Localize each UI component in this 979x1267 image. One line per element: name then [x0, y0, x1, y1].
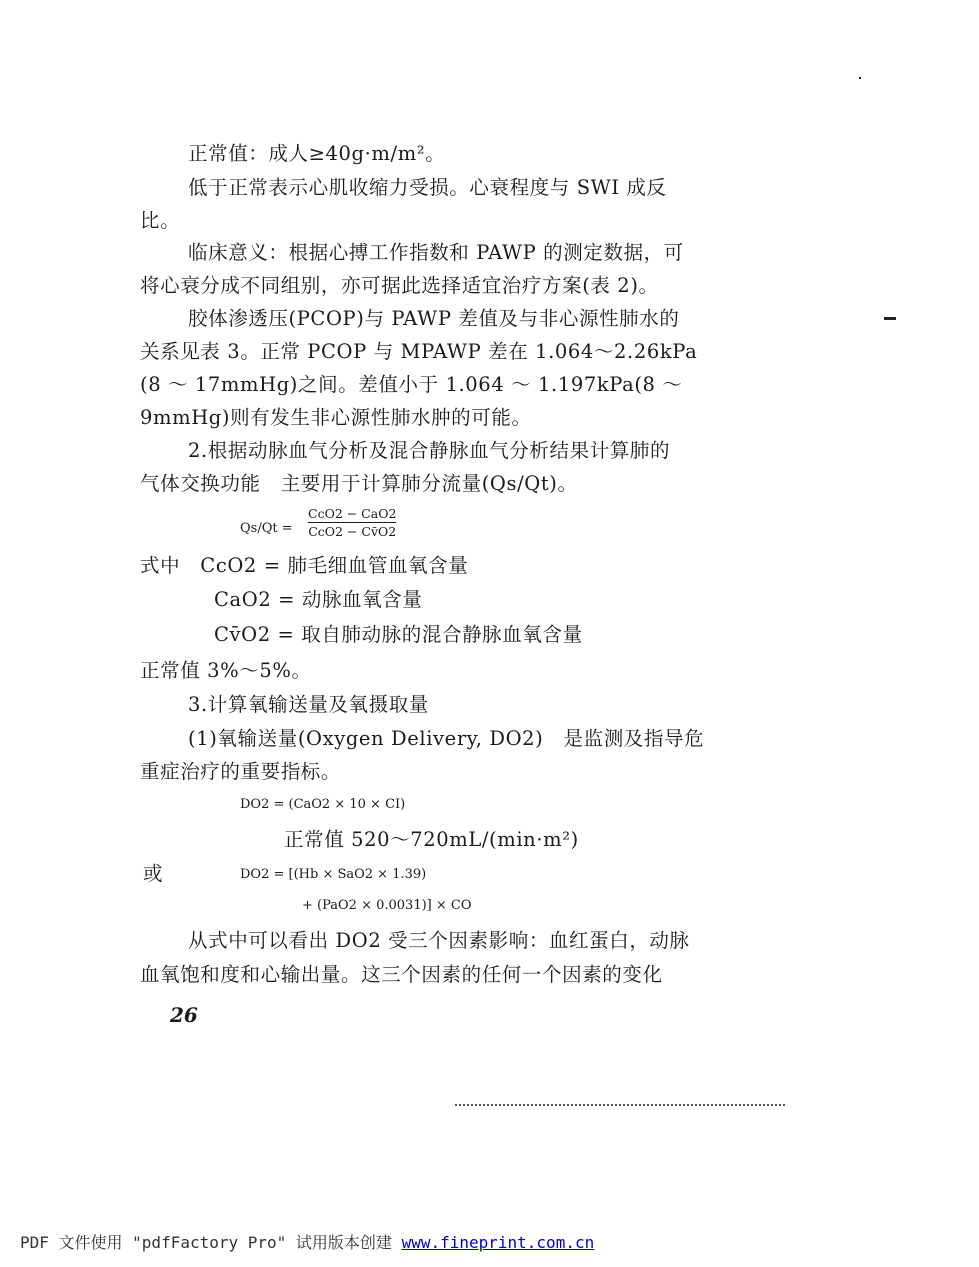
text-line: 从式中可以看出 DO2 受三个因素影响：血红蛋白，动脉 — [188, 929, 690, 952]
text-line: 低于正常表示心肌收缩力受损。心衰程度与 SWI 成反 — [188, 176, 667, 199]
or-label: 或 — [143, 862, 164, 885]
text-line: (1)氧输送量(Oxygen Delivery, DO2) 是监测及指导危 — [188, 727, 705, 750]
do2-formula-2a: DO2 = [(Hb × SaO2 × 1.39) — [240, 867, 427, 882]
normal-value-line: 正常值 3%～5%。 — [140, 659, 312, 682]
fraction-bar — [308, 522, 396, 523]
shunt-numerator: CcO2 − CaO2 — [308, 506, 397, 521]
scan-dotted-rule — [455, 1104, 785, 1106]
shunt-denominator: CcO2 − Cv̄O2 — [308, 524, 397, 539]
text-line: 血氧饱和度和心输出量。这三个因素的任何一个因素的变化 — [140, 963, 663, 986]
text-line: 9mmHg)则有发生非心源性肺水肿的可能。 — [140, 406, 532, 429]
text-line: 重症治疗的重要指标。 — [140, 760, 342, 783]
footer-link[interactable]: www.fineprint.com.cn — [401, 1233, 595, 1252]
text-line: 关系见表 3。正常 PCOP 与 MPAWP 差在 1.064～2.26kPa — [140, 340, 698, 363]
text-line: 胶体渗透压(PCOP)与 PAWP 差值及与非心源性肺水的 — [188, 307, 680, 330]
definition-line: Cv̄O2 = 取自肺动脉的混合静脉血氧含量 — [214, 623, 583, 646]
text-line: (8 ～ 17mmHg)之间。差值小于 1.064 ～ 1.197kPa(8 ～ — [140, 373, 683, 396]
do2-formula-1: DO2 = (CaO2 × 10 × CI) — [240, 797, 406, 812]
definition-line: CaO2 = 动脉血氧含量 — [214, 588, 423, 611]
scan-speck — [859, 77, 861, 79]
text-line: 2.根据动脉血气分析及混合静脉血气分析结果计算肺的 — [188, 439, 671, 462]
text-line: 气体交换功能 主要用于计算肺分流量(Qs/Qt)。 — [140, 472, 578, 495]
scan-speck — [884, 317, 896, 320]
shunt-formula-fraction — [308, 506, 396, 539]
footer-text: PDF 文件使用 "pdfFactory Pro" 试用版本创建 — [20, 1233, 402, 1252]
page-number: 26 — [170, 1003, 198, 1027]
text-line: 比。 — [140, 209, 181, 232]
text-line: 正常值：成人≥40g·m/m²。 — [188, 142, 446, 165]
shunt-formula-lhs: Qs/Qt = — [240, 521, 293, 536]
do2-normal-value: 正常值 520～720mL/(min·m²) — [284, 828, 579, 851]
pdf-footer — [20, 1230, 594, 1253]
do2-formula-2b: + (PaO2 × 0.0031)] × CO — [302, 898, 472, 913]
text-line: 将心衰分成不同组别，亦可据此选择适宜治疗方案(表 2)。 — [140, 274, 659, 297]
definition-line: 式中 CcO2 = 肺毛细血管血氧含量 — [140, 554, 469, 577]
section-heading: 3.计算氧输送量及氧摄取量 — [188, 693, 429, 716]
text-line: 临床意义：根据心搏工作指数和 PAWP 的测定数据，可 — [188, 241, 684, 264]
